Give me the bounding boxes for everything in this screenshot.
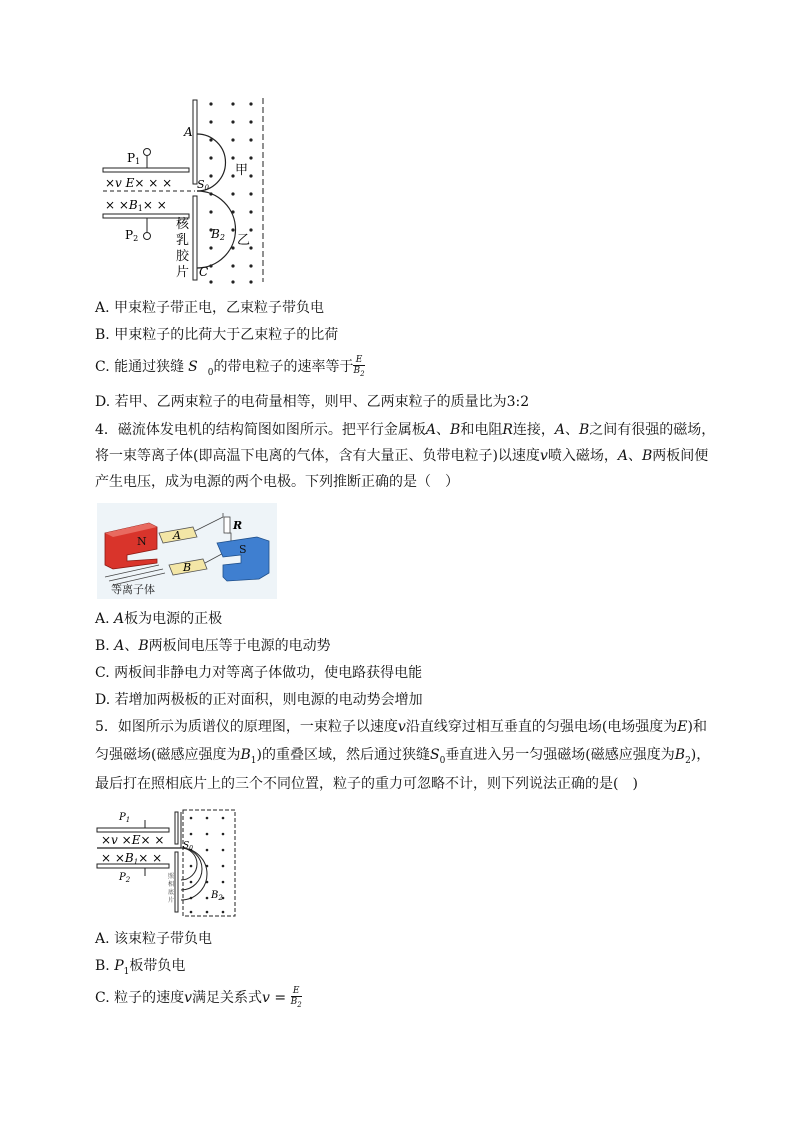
field-dot: [206, 817, 209, 820]
field-dot: [209, 120, 212, 123]
svg-text:P1: [118, 812, 130, 824]
field-dot: [209, 156, 212, 159]
q3-option-c: [95, 355, 365, 383]
film-label: [168, 872, 175, 904]
svg-text:B2: [210, 890, 223, 902]
field-dot: [249, 174, 252, 177]
label-r: R: [233, 519, 243, 532]
field-dot: [231, 102, 234, 105]
field-dot: [231, 138, 234, 141]
svg-text:P2: [125, 228, 138, 243]
field-dot: [209, 246, 212, 249]
label-p2-sub: 2: [133, 234, 139, 243]
magnetic-field-dots: [209, 102, 252, 283]
field-dot: [190, 911, 193, 914]
field-dot: [249, 138, 252, 141]
q5-option-c: C. 粒子的速度v满足关系式v = $\frac{E}{B_2}$: [95, 986, 302, 1009]
label-s0-sub: 0: [204, 184, 210, 192]
field-dot: [231, 120, 234, 123]
svg-text:P1: [127, 151, 140, 166]
label-s: S: [239, 543, 247, 556]
field-dot: [206, 833, 209, 836]
q4-figure: [97, 503, 277, 599]
field-dot: [206, 911, 209, 914]
field-dot: [222, 849, 225, 852]
field-row-1: ×v E× × ×: [105, 176, 173, 190]
field-row-2-end: × ×: [138, 851, 163, 865]
film-label: [176, 216, 190, 280]
q3-option-c-pre: C. 能通过狭缝: [95, 358, 185, 375]
field-row-2-sub: 1: [137, 204, 143, 213]
field-dot: [209, 174, 212, 177]
q3-option-c-sub: 0: [207, 367, 214, 378]
q5-figure: [95, 808, 240, 920]
q5-stem-line-3: 最后打在照相底片上的三个不同位置，粒子的重力可忽略不计，则下列说法正确的是( ): [95, 776, 638, 792]
svg-text:乳: 乳: [176, 233, 190, 248]
field-dot: [209, 210, 212, 213]
q4-stem-line-3: 产生电压，成为电源的两个电极。下列推断正确的是（ ）: [95, 474, 459, 490]
label-p1: P: [127, 151, 136, 165]
field-dot: [209, 280, 212, 283]
field-row-1: ×v ×E× ×: [101, 833, 165, 847]
field-row-2: × ×B: [101, 851, 134, 865]
svg-text:片: 片: [168, 897, 175, 904]
q5-stem-line-1: 5．如图所示为质谱仪的原理图，一束粒子以速度v沿直线穿过相互垂直的匀强电场(电场强度为E)和: [95, 719, 707, 735]
field-row-2-sub: 1: [133, 858, 139, 866]
svg-text:S0: [197, 178, 210, 192]
label-n: N: [137, 535, 147, 548]
label-s0: S: [183, 841, 190, 851]
label-jia: 甲: [235, 163, 249, 178]
q5-option-a: A. 该束粒子带负电: [95, 931, 213, 947]
field-dot: [209, 102, 212, 105]
label-a: A: [173, 529, 181, 542]
field-dot: [222, 881, 225, 884]
svg-text:片: 片: [176, 265, 190, 280]
svg-text:× ×B1× ×: [101, 851, 162, 866]
field-dot: [206, 849, 209, 852]
label-p1-sub: 1: [135, 157, 141, 166]
field-dot: [190, 833, 193, 836]
field-row-2: × ×B: [105, 198, 138, 212]
label-b2-sub: 2: [218, 894, 223, 902]
svg-text:B2: [210, 227, 225, 242]
field-dot: [231, 228, 234, 231]
field-dot: [249, 280, 252, 283]
field-dot: [231, 192, 234, 195]
q3-option-d: D. 若甲、乙两束粒子的电荷量相等，则甲、乙两束粒子的质量比为3:2: [95, 394, 530, 410]
svg-text:P2: [118, 872, 131, 884]
svg-text:× ×B1× ×: [105, 198, 167, 213]
field-dot: [231, 280, 234, 283]
q5-option-b: B. $P_1$板带负电: [95, 958, 186, 977]
svg-text:相: 相: [168, 881, 175, 888]
label-p2-sub: 2: [125, 876, 131, 884]
q3-option-b: B. 甲束粒子的比荷大于乙束粒子的比荷: [95, 327, 339, 343]
q3-option-c-fraction: $\frac{E}{B_2}$: [353, 355, 365, 378]
label-s0-sub: 0: [189, 845, 193, 852]
q5-stem-line-2: 匀强磁场(磁感应强度为$B_1$)的重叠区域，然后通过狭缝$S_0$垂直进入另一匀强磁场(磁感应强度为$B_2$)，: [95, 747, 711, 766]
label-p2: P: [125, 228, 134, 242]
field-dot: [206, 897, 209, 900]
q4-option-b: B. A、B两板间电压等于电源的电动势: [95, 638, 331, 654]
field-dot: [190, 817, 193, 820]
field-dot: [249, 228, 252, 231]
field-dot: [190, 865, 193, 868]
q3-option-c-s: S: [188, 358, 198, 375]
q4-option-d: D. 若增加两极板的正对面积，则电源的电动势会增加: [95, 692, 423, 708]
q5-option-c-fraction: $\frac{E}{B_2}$: [290, 986, 302, 1009]
svg-text:核: 核: [176, 217, 190, 232]
label-b2: B: [211, 227, 220, 241]
field-dot: [222, 833, 225, 836]
q4-stem-line-1: 4．磁流体发电机的结构简图如图所示。把平行金属板A、B和电阻R连接，A、B之间有很强的磁场，: [95, 422, 716, 438]
field-row-2-end: × ×: [142, 198, 167, 212]
q3-option-c-post: 的带电粒子的速率等于: [213, 358, 354, 375]
field-dot: [249, 192, 252, 195]
q3-option-a: A. 甲束粒子带正电，乙束粒子带负电: [95, 300, 325, 316]
field-dot: [249, 210, 252, 213]
field-dot: [222, 817, 225, 820]
field-dot: [222, 865, 225, 868]
q4-stem-line-2: 将一束等离子体(即高温下电离的气体，含有大量正、负带电粒子)以速度v喷入磁场，A、B两板间便: [95, 448, 709, 464]
label-b2-sub: 2: [219, 233, 225, 242]
field-dot: [249, 156, 252, 159]
field-dot: [190, 881, 193, 884]
svg-text:照: 照: [168, 873, 175, 880]
q4-option-c: C. 两板间非静电力对等离子体做功，使电路获得电能: [95, 665, 423, 681]
label-p1-sub: 1: [125, 816, 131, 824]
q4-option-a: A. A板为电源的正极: [95, 611, 223, 627]
label-plasma: 等离子体: [111, 583, 155, 596]
field-dot: [231, 156, 234, 159]
svg-text:S0: [183, 841, 193, 852]
label-p2: P: [119, 872, 126, 883]
field-dot: [249, 120, 252, 123]
label-s0: S: [197, 178, 205, 191]
q3-figure: [97, 96, 275, 288]
field-dot: [222, 911, 225, 914]
label-p1: P: [119, 812, 126, 823]
label-a: A: [184, 125, 193, 139]
field-dot: [249, 102, 252, 105]
svg-text:胶: 胶: [176, 249, 190, 264]
svg-text:底: 底: [168, 889, 175, 896]
label-b: B: [183, 561, 192, 574]
label-c: C: [199, 265, 209, 279]
label-yi: 乙: [237, 233, 251, 248]
field-dot: [249, 264, 252, 267]
label-b2: B: [211, 890, 219, 901]
field-dot: [231, 264, 234, 267]
